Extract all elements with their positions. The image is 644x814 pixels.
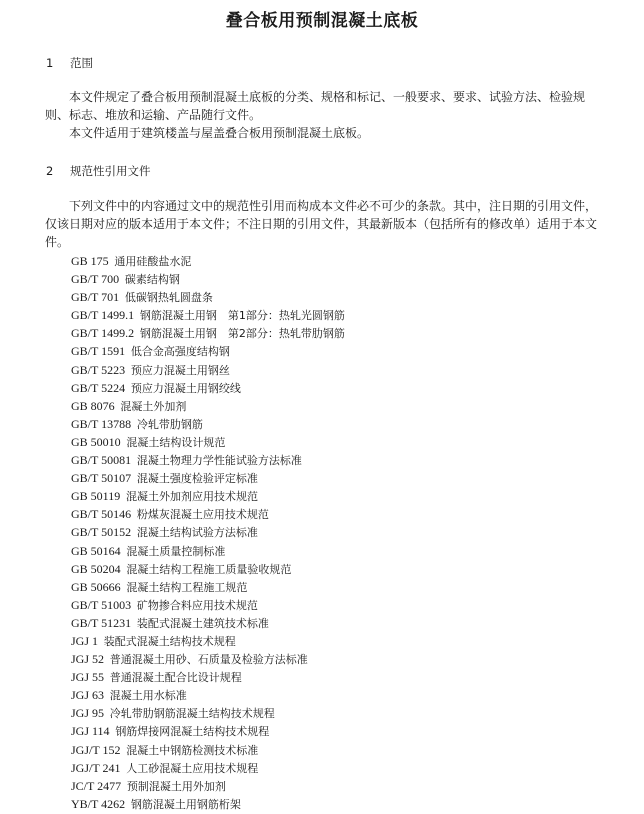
reference-title: 预应力混凝土用钢丝: [130, 363, 230, 377]
reference-item: [71, 523, 345, 541]
references-intro-paragraph: 下列文件中的内容通过文中的规范性引用而构成本文件必不可少的条款。其中，注日期的引用文件，仅该日期对应的版本适用于本文件；不注日期的引用文件，其最新版本（包括所有的修改单）适用于本文件。: [45, 199, 598, 249]
reference-code: JGJ 1: [71, 633, 99, 648]
reference-code: JGJ 63: [71, 688, 105, 703]
reference-title: 混凝土物理力学性能试验方法标准: [136, 454, 302, 468]
reference-title: 矿物掺合料应用技术规范: [136, 598, 258, 612]
reference-code: GB/T 5223: [71, 362, 126, 377]
reference-title: 通用硅酸盐水泥: [114, 255, 192, 268]
reference-title: 装配式混凝土结构技术规程: [103, 634, 236, 648]
reference-code: GB/T 50081: [71, 453, 132, 468]
reference-code: GB 50204: [71, 561, 121, 576]
reference-code: JGJ 52: [71, 652, 105, 667]
scope-paragraph-2: 本文件适用于建筑楼盖与屋盖叠合板用预制混凝土底板。: [69, 126, 370, 140]
reference-title: 混凝土结构试验方法标准: [136, 526, 258, 540]
reference-item: [71, 433, 345, 451]
reference-item: [71, 379, 345, 397]
reference-code: GB 50666: [71, 579, 121, 594]
reference-code: JGJ/T 152: [71, 742, 121, 757]
reference-code: JGJ 95: [71, 706, 105, 721]
reference-title: 低碳钢热轧圆盘条: [124, 291, 213, 305]
reference-list: [71, 252, 345, 813]
reference-item: [71, 614, 345, 632]
reference-title: 混凝土外加剂应用技术规范: [125, 490, 258, 504]
reference-title: 装配式混凝土建筑技术标准: [136, 616, 269, 630]
reference-item: [71, 596, 345, 614]
reference-item: [71, 324, 345, 342]
reference-title: 混凝土质量控制标准: [126, 544, 226, 558]
reference-code: GB/T 1499.2: [71, 326, 135, 341]
reference-code: GB 50164: [71, 543, 121, 558]
reference-title: 人工砂混凝土应用技术规程: [126, 761, 259, 775]
reference-item: [71, 686, 345, 704]
reference-title: 预应力混凝土用钢绞线: [130, 381, 241, 395]
reference-code: GB/T 13788: [71, 416, 132, 431]
reference-item: [71, 505, 345, 523]
reference-title: 钢筋混凝土用钢筋桁架: [130, 797, 241, 811]
reference-code: GB/T 5224: [71, 380, 126, 395]
reference-item: [71, 632, 345, 650]
reference-title: 冷轧带肋钢筋混凝土结构技术规程: [109, 707, 275, 721]
reference-code: GB 50010: [71, 434, 121, 449]
reference-code: JGJ/T 241: [71, 760, 121, 775]
reference-item: [71, 722, 345, 740]
reference-code: GB/T 50107: [71, 471, 132, 486]
reference-code: GB 175: [71, 254, 109, 268]
reference-title: 钢筋焊接网混凝土结构技术规程: [115, 725, 270, 739]
reference-item: [71, 777, 345, 795]
reference-title: 混凝土外加剂: [120, 399, 187, 413]
reference-code: JGJ 55: [71, 670, 105, 685]
reference-title: 粉煤灰混凝土应用技术规范: [136, 508, 269, 522]
reference-item: [71, 415, 345, 433]
reference-code: GB/T 701: [71, 290, 120, 305]
reference-item: [71, 306, 345, 324]
reference-code: GB/T 51231: [71, 615, 132, 630]
reference-item: [71, 578, 345, 596]
reference-item: [71, 252, 345, 270]
reference-code: YB/T 4262: [71, 796, 126, 811]
reference-title: 普通混凝土配合比设计规程: [109, 671, 242, 685]
reference-title: 低合金高强度结构钢: [130, 345, 230, 359]
reference-code: JC/T 2477: [71, 778, 122, 793]
reference-item: [71, 397, 345, 415]
section-2-heading: [46, 163, 151, 179]
reference-item: [71, 469, 345, 487]
reference-title: 混凝土结构设计规范: [126, 435, 226, 449]
reference-title: 预制混凝土用外加剂: [126, 779, 226, 793]
reference-item: [71, 451, 345, 469]
section-number: 1: [46, 56, 54, 70]
reference-code: GB/T 50146: [71, 507, 132, 522]
reference-code: GB/T 50152: [71, 525, 132, 540]
reference-code: GB/T 1499.1: [71, 308, 135, 323]
reference-item: [71, 741, 345, 759]
reference-title: 混凝土用水标准: [109, 689, 187, 703]
reference-title: 混凝土中钢筋检测技术标准: [126, 743, 259, 757]
reference-title: 冷轧带肋钢筋: [136, 417, 203, 431]
reference-item: [71, 668, 345, 686]
reference-code: GB/T 700: [71, 272, 120, 287]
reference-title: 普通混凝土用砂、石质量及检验方法标准: [109, 653, 308, 667]
section-title: 规范性引用文件: [70, 164, 151, 178]
reference-item: [71, 704, 345, 722]
reference-item: [71, 288, 345, 306]
reference-item: [71, 542, 345, 560]
reference-item: [71, 795, 345, 813]
reference-code: JGJ 114: [71, 724, 110, 739]
reference-item: [71, 270, 345, 288]
reference-title: 混凝土强度检验评定标准: [136, 472, 258, 486]
section-1-heading: [46, 55, 93, 71]
reference-title: 混凝土结构工程施工质量验收规范: [126, 562, 292, 576]
reference-title: 钢筋混凝土用钢 第1部分：热轧光圆钢筋: [139, 309, 345, 323]
section-title: 范围: [70, 56, 93, 70]
reference-item: [71, 342, 345, 360]
reference-code: GB/T 1591: [71, 344, 126, 359]
reference-item: [71, 487, 345, 505]
section-number: 2: [46, 164, 54, 178]
reference-title: 混凝土结构工程施工规范: [126, 580, 248, 594]
reference-item: [71, 361, 345, 379]
scope-paragraph-1: 本文件规定了叠合板用预制混凝土底板的分类、规格和标记、一般要求、要求、试验方法、检验规则、标志、堆放和运输、产品随行文件。: [45, 90, 586, 122]
document-title: 叠合板用预制混凝土底板: [225, 11, 419, 31]
reference-item: [71, 650, 345, 668]
reference-code: GB 50119: [71, 489, 121, 504]
reference-item: [71, 560, 345, 578]
reference-title: 钢筋混凝土用钢 第2部分：热轧带肋钢筋: [139, 327, 345, 341]
reference-title: 碳素结构钢: [124, 273, 180, 287]
reference-code: GB 8076: [71, 398, 115, 413]
reference-item: [71, 759, 345, 777]
reference-code: GB/T 51003: [71, 597, 132, 612]
